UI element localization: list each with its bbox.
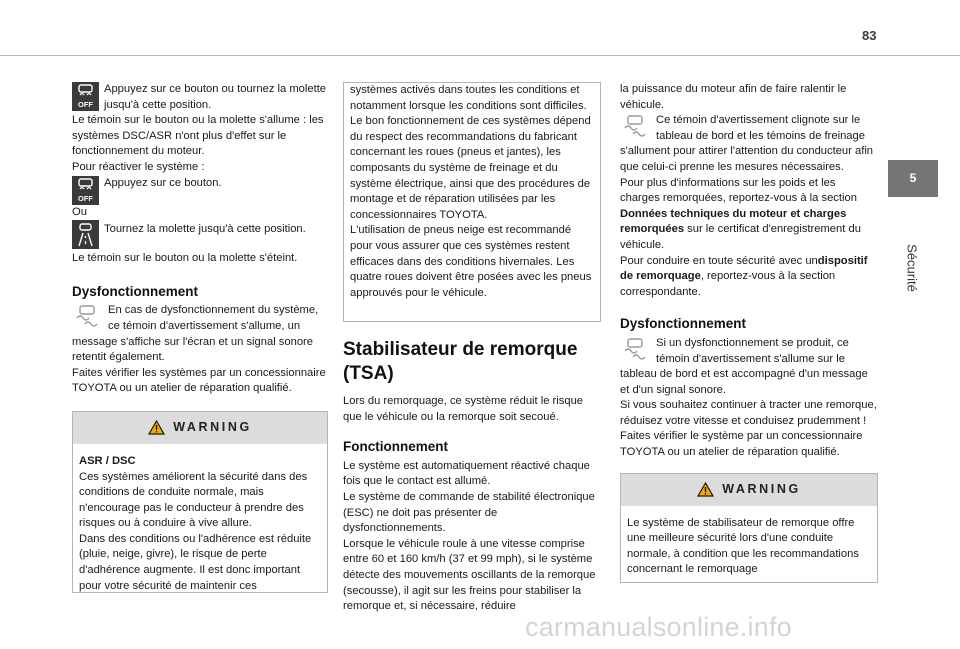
paragraph: Le témoin sur le bouton ou la molette s'éteint. <box>72 252 298 265</box>
malfunction-block <box>620 336 878 398</box>
dsc-off-icon <box>72 82 99 111</box>
section-title-line2: (TSA) <box>343 363 394 384</box>
paragraph: Le système de stabilisateur de remorque offre une meilleure sécurité lors d'une conduite normale, à condition que les recommandations concernant le remorquage <box>627 516 859 576</box>
watermark: carmanualsonline.info <box>525 612 792 642</box>
paragraph: Appuyez sur ce bouton. <box>104 176 222 189</box>
column-right <box>620 82 878 583</box>
paragraph: Le système est automatiquement réactivé chaque fois que le contact est allumé. <box>343 459 590 488</box>
paragraph: Ces systèmes améliorent la sécurité dans des conditions de conduite normale, mais n'encourage pas le conducteur à prendre des risques ou à conduire à vive allure. <box>79 470 308 530</box>
cross-reference: dispositif de remorquage <box>620 254 868 283</box>
paragraph: Tournez la molette jusqu'à cette position. <box>104 223 306 236</box>
malfunction-heading: Dysfonctionnement <box>72 283 199 299</box>
paragraph: Dans des conditions ou l'adhérence est réduite (pluie, neige, givre), le risque de perte d'adhérence augmente. Il est donc important pour votre sécurité de maintenir ces <box>79 532 312 592</box>
warning-subtitle: ASR / DSC <box>79 454 136 467</box>
column-middle <box>343 82 601 615</box>
paragraph: Ce témoin d'avertissement clignote sur le tableau de bord et les témoins de freinage s'allument pour attirer l'attention du conducteur afin que celui-ci prenne les mesures nécessaires. <box>620 114 874 173</box>
malfunction-block <box>72 303 328 365</box>
paragraph: Pour plus d'informations sur les poids et les charges remorquées, reportez-vous à la section Données techniques du moteur et charges remorquées sur le certificat d'enregistrement du véhicule. <box>620 176 861 251</box>
paragraph: Lorsque le véhicule roule à une vitesse comprise entre 60 et 160 km/h (37 et 99 mph), si le système détecte des mouvements oscillants de la remorque (secousse), il agit sur les freins pour stabiliser la remorque et, si nécessaire, réduire <box>343 537 596 613</box>
paragraph: Le témoin sur le bouton ou la molette s'allume : les systèmes DSC/ASR n'ont plus d'effet sur le fonctionnement du moteur. <box>72 114 324 158</box>
paragraph: Pour réactiver le système : <box>72 160 205 173</box>
svg-text:OFF: OFF <box>78 193 93 203</box>
paragraph: la puissance du moteur afin de faire ralentir le véhicule. <box>620 83 847 111</box>
paragraph: Le bon fonctionnement de ces systèmes dépend du respect des recommandations du fabricant concernant les roues (pneus et jantes), les composants du système de freinage et du système électrique, ainsi que des procédures de montage et de réparation utilisées par les concessionnaires TOYOTA. <box>350 115 591 221</box>
chapter-number: 5 <box>909 171 917 185</box>
operation-heading: Fonctionnement <box>343 439 448 455</box>
header-divider <box>0 55 960 56</box>
paragraph: Pour conduire en toute sécurité avec undispositif de remorquage, reportez-vous à la section correspondante. <box>620 254 868 298</box>
paragraph: Faites vérifier les systèmes par un concessionnaire TOYOTA ou un atelier de réparation qualifié. <box>72 366 326 395</box>
skid-warning-icon <box>620 337 650 364</box>
page-number: 83 <box>862 28 877 43</box>
paragraph: Lors du remorquage, ce système réduit le risque que le véhicule ou la remorque soit secoué. <box>343 395 584 423</box>
paragraph: En cas de dysfonctionnement du système, ce témoin d'avertissement s'allume, un message s'affiche sur l'écran et un signal sonore retentit également. <box>72 304 319 364</box>
skid-warning-icon <box>72 304 102 331</box>
flashing-indicator-block <box>620 113 878 175</box>
instruction-press-button <box>72 176 328 205</box>
cross-reference: Données techniques du moteur et charges remorquées <box>620 207 847 236</box>
paragraph: Faites vérifier le système par un concessionnaire TOYOTA ou un atelier de réparation qualifié. <box>620 430 863 459</box>
warning-box <box>620 473 878 583</box>
dsc-off-icon <box>72 176 99 205</box>
warning-title: WARNING <box>722 481 801 496</box>
paragraph: Appuyez sur ce bouton ou tournez la molette jusqu'à cette position. <box>104 83 327 111</box>
instruction-turn-dial <box>72 220 328 249</box>
warning-box <box>72 411 328 593</box>
chapter-tab <box>888 160 938 197</box>
paragraph: Si vous souhaitez continuer à tracter une remorque, réduisez votre vitesse et conduisez prudemment ! <box>620 399 877 427</box>
section-title <box>343 338 601 386</box>
paragraph: Le système de commande de stabilité électronique (ESC) ne doit pas présenter de dysfonctionnements. <box>343 490 595 535</box>
warning-box-continued <box>343 82 601 322</box>
road-mode-icon <box>72 220 99 249</box>
warning-header <box>621 474 877 506</box>
warning-body <box>73 444 327 600</box>
warning-title: WARNING <box>173 420 252 435</box>
warning-triangle-icon <box>148 420 165 435</box>
column-left <box>72 82 328 593</box>
warning-header <box>73 412 327 444</box>
section-title-line1: Stabilisateur de remorque <box>343 339 578 360</box>
warning-triangle-icon <box>697 482 714 497</box>
warning-body <box>621 506 877 584</box>
chapter-title: Sécurité <box>904 244 920 292</box>
skid-warning-icon <box>620 114 650 141</box>
instruction-button-off <box>72 82 328 113</box>
svg-text:OFF: OFF <box>78 100 93 109</box>
paragraph: L'utilisation de pneus neige est recommandé pour vous assurer que ces systèmes restent efficaces dans des conditions hivernales. Les quatre roues doivent être posées avec les pneus approuvés pour le véhicule. <box>350 224 592 299</box>
paragraph: systèmes activés dans toutes les conditions et notamment lorsque les conditions sont difficiles. <box>350 84 587 112</box>
paragraph: Ou <box>72 205 87 218</box>
paragraph: Si un dysfonctionnement se produit, ce témoin d'avertissement s'allume sur le tableau de bord et est accompagné d'un message et d'un signal sonore. <box>620 336 868 396</box>
malfunction-heading: Dysfonctionnement <box>620 316 747 332</box>
chapter-title-vertical <box>880 236 944 300</box>
